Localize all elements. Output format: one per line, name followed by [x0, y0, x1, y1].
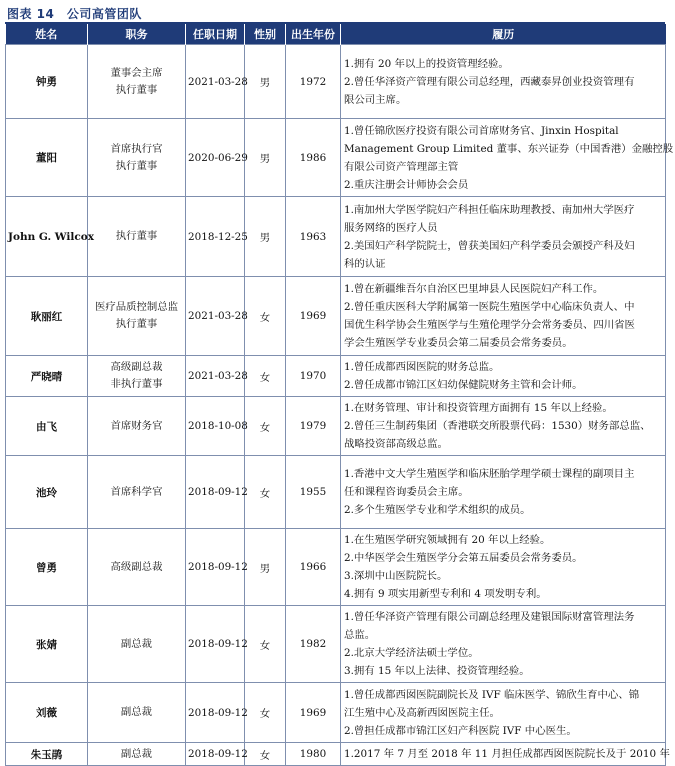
cell-resume: [341, 456, 666, 529]
cell-role: [88, 683, 186, 743]
cell-gender: [245, 397, 286, 456]
cell-role-line: 非执行董事: [110, 378, 163, 390]
cell-role-line: 高级副总裁: [110, 361, 163, 373]
cell-role-line: 首席执行官: [110, 142, 163, 155]
cell-gender-line: 男: [259, 562, 271, 575]
cell-role: [88, 456, 186, 529]
cell-name: [6, 743, 88, 766]
header-date: 任职日期: [186, 24, 245, 45]
cell-birth-year-line: 1969: [299, 706, 327, 719]
cell-resume-line: 4.拥有 9 项实用新型专利和 4 项发明专利。: [344, 588, 547, 600]
cell-resume: [341, 197, 666, 277]
cell-resume-line: 1.在生殖医学研究领域拥有 20 年以上经验。: [344, 534, 551, 546]
cell-role-line: 首席科学官: [110, 485, 163, 498]
cell-birth-year: [286, 119, 341, 197]
cell-name-line: 池玲: [36, 486, 57, 499]
cell-resume: [341, 743, 670, 766]
cell-birth-year-line: 1986: [299, 151, 327, 164]
cell-role-line: 执行董事: [115, 83, 158, 96]
cell-gender-line: 男: [259, 153, 271, 165]
cell-name: [6, 45, 88, 119]
table-row: [6, 356, 666, 397]
cell-name-line: 张婧: [36, 638, 57, 651]
cell-resume-line: 1.曾任成都西囡医院的财务总监。: [344, 361, 500, 373]
cell-gender: [245, 606, 286, 683]
cell-role: [88, 606, 186, 683]
cell-date-line: 2018-09-12: [188, 638, 248, 650]
cell-gender-line: 女: [259, 749, 271, 762]
table-header-row: [6, 24, 666, 45]
cell-date: [186, 356, 248, 397]
cell-birth-year: [286, 356, 341, 397]
management-team-table: [5, 24, 674, 766]
cell-date: [186, 743, 248, 766]
cell-date: [186, 45, 248, 119]
cell-resume-line: 战略投资部高级总监。: [344, 438, 448, 450]
cell-birth-year-line: 1972: [299, 75, 327, 88]
cell-date-line: 2021-03-28: [188, 75, 248, 88]
cell-role-line: 执行董事: [115, 318, 158, 330]
cell-birth-year-line: 1969: [299, 310, 327, 322]
cell-resume: [341, 277, 666, 356]
cell-gender-line: 女: [259, 639, 271, 652]
cell-role-line: 副总裁: [120, 637, 153, 650]
cell-name: [6, 683, 88, 743]
cell-resume-line: 服务网络的医疗人员: [344, 221, 438, 234]
cell-birth-year: [286, 45, 341, 119]
cell-resume: [341, 356, 666, 397]
cell-name: [6, 356, 88, 397]
cell-date: [186, 397, 248, 456]
cell-role: [88, 197, 186, 277]
cell-date-line: 2018-09-12: [188, 748, 248, 760]
table-row: [6, 45, 666, 119]
cell-resume-line: 1.南加州大学医学院妇产科担任临床助理教授、南加州大学医疗: [344, 203, 635, 216]
cell-resume-line: 2.多个生殖医学专业和学术组织的成员。: [344, 504, 531, 516]
cell-role-line: 首席财务官: [110, 419, 163, 432]
cell-gender: [245, 119, 286, 197]
cell-birth-year: [286, 397, 341, 456]
table-row: [6, 683, 666, 743]
figure-title: 图表 14 公司高管团队: [7, 7, 142, 21]
cell-name: [6, 456, 88, 529]
cell-gender: [245, 683, 286, 743]
table-row: [6, 197, 666, 277]
cell-name-line: John G. Wilcox: [8, 230, 95, 243]
cell-gender: [245, 197, 286, 277]
cell-date-line: 2021-03-28: [188, 310, 248, 322]
cell-resume-line: 2.曾任重庆医科大学附属第一医院生殖医学中心临床负责人、中: [344, 301, 635, 313]
cell-name: [6, 277, 88, 356]
cell-date: [186, 456, 248, 529]
cell-birth-year: [286, 456, 341, 529]
cell-gender-line: 女: [259, 311, 271, 324]
cell-date: [186, 119, 248, 197]
cell-resume: [341, 397, 666, 456]
cell-birth-year: [286, 197, 341, 277]
header-role: 职务: [88, 24, 186, 45]
cell-gender-line: 女: [259, 708, 271, 720]
cell-resume-line: 学会生殖医学专业委员会第二届委员会常务委员。: [344, 337, 573, 349]
cell-resume: [341, 683, 666, 743]
cell-resume-line: 限公司主席。: [344, 93, 407, 106]
cell-resume-line: 2.中华医学会生殖医学分会第五届委员会常务委员。: [344, 552, 583, 564]
cell-birth-year-line: 1963: [299, 230, 327, 243]
cell-resume-line: 国优生科学协会生殖医学与生殖伦理学分会常务委员、四川省医: [344, 319, 635, 331]
cell-name: [6, 529, 88, 606]
header-gender: 性别: [245, 24, 286, 45]
cell-date-line: 2020-06-29: [188, 151, 248, 164]
cell-birth-year: [286, 606, 341, 683]
cell-resume: [341, 606, 666, 683]
cell-resume-line: 2.美国妇产科学院院士，曾获美国妇产科学委员会颁授产科及妇: [344, 239, 635, 252]
cell-gender-line: 女: [259, 371, 271, 384]
cell-role: [88, 529, 186, 606]
cell-date: [186, 197, 248, 277]
cell-resume-line: 1.曾在新疆维吾尔自治区巴里坤县人民医院妇产科工作。: [344, 283, 604, 295]
cell-resume-line: 2.重庆注册会计师协会会员: [344, 178, 469, 191]
cell-gender: [245, 529, 286, 606]
cell-gender: [245, 743, 286, 766]
header-resume: 履历: [341, 24, 666, 45]
cell-resume-line: 1.2017 年 7 月至 2018 年 11 月担任成都西囡医院院长及于 2010 年: [344, 748, 670, 760]
cell-name: [6, 197, 95, 277]
cell-resume-line: 2.曾担任成都市锦江区妇产科医院 IVF 中心医生。: [344, 724, 577, 737]
cell-date-line: 2018-10-08: [188, 420, 248, 432]
cell-gender-line: 男: [259, 232, 271, 244]
cell-gender: [245, 456, 286, 529]
cell-name: [6, 606, 88, 683]
cell-resume-line: 有限公司资产管理部主管: [344, 160, 459, 173]
table-row: [6, 529, 666, 606]
cell-date-line: 2018-09-12: [188, 706, 248, 719]
cell-resume-line: 2.曾任三生制药集团（香港联交所股票代码：1530）财务部总监、: [344, 420, 651, 432]
cell-resume-line: 1.曾任成都西囡医院副院长及 IVF 临床医学、锦欣生育中心、锦: [344, 688, 640, 701]
table-row: [6, 277, 666, 356]
cell-role: [88, 45, 186, 119]
cell-date: [186, 529, 248, 606]
cell-role-line: 执行董事: [115, 159, 158, 172]
cell-birth-year-line: 1982: [299, 638, 327, 650]
cell-role-line: 副总裁: [120, 706, 153, 718]
cell-date: [186, 683, 248, 743]
cell-birth-year: [286, 277, 341, 356]
cell-role: [88, 397, 186, 456]
cell-resume: [341, 119, 674, 197]
cell-resume-line: 1.拥有 20 年以上的投资管理经验。: [344, 57, 509, 70]
cell-gender-line: 女: [259, 421, 271, 434]
cell-date-line: 2021-03-28: [188, 370, 248, 382]
cell-resume-line: Management Group Limited 董事、东兴证券（中国香港）金融控股: [344, 142, 674, 155]
cell-resume-line: 1.在财务管理、审计和投资管理方面拥有 15 年以上经验。: [344, 402, 613, 414]
cell-birth-year-line: 1979: [299, 420, 327, 432]
table-row: [6, 456, 666, 529]
table-row: [6, 119, 666, 197]
cell-role-line: 执行董事: [115, 230, 158, 242]
cell-resume: [341, 529, 666, 606]
cell-resume-line: 2.曾任华泽资产管理有限公司总经理，西藏泰昇创业投资管理有: [344, 75, 635, 88]
cell-birth-year: [286, 683, 341, 743]
cell-resume-line: 2.曾任成都市锦江区妇幼保健院财务主管和会计师。: [344, 379, 583, 391]
cell-gender-line: 女: [259, 487, 271, 500]
cell-date-line: 2018-12-25: [188, 230, 248, 243]
table-row: [6, 397, 666, 456]
cell-role: [88, 119, 186, 197]
cell-resume-line: 1.香港中文大学生殖医学和临床胚胎学理学硕士课程的副项目主: [344, 468, 635, 480]
cell-resume-line: 任和课程咨询委员会主席。: [344, 486, 469, 498]
cell-gender-line: 男: [259, 77, 271, 89]
cell-date-line: 2018-09-12: [188, 486, 248, 498]
cell-birth-year-line: 1955: [299, 486, 327, 498]
cell-name-line: 钟勇: [36, 76, 57, 88]
cell-name: [6, 397, 88, 456]
cell-name: [6, 119, 88, 197]
cell-name-line: 严晓晴: [30, 370, 63, 383]
cell-role: [88, 277, 186, 356]
cell-resume-line: 总监。: [344, 629, 376, 641]
cell-role: [88, 743, 186, 766]
cell-birth-year: [286, 529, 341, 606]
cell-resume: [341, 45, 666, 119]
cell-name-line: 刘薇: [36, 707, 57, 719]
cell-resume-line: 科的认证: [344, 257, 386, 270]
cell-birth-year-line: 1966: [299, 561, 327, 573]
figure-title-bar: [5, 4, 665, 24]
cell-gender: [245, 277, 286, 356]
cell-role: [88, 356, 186, 397]
table-row: [6, 743, 666, 766]
cell-name-line: 朱玉鹃: [30, 748, 63, 761]
cell-gender: [245, 45, 286, 119]
cell-resume-line: 1.曾任锦欣医疗投资有限公司首席财务官、Jinxin Hospital: [344, 124, 619, 137]
cell-role-line: 副总裁: [120, 747, 153, 760]
header-name: 姓名: [6, 24, 88, 45]
cell-role-line: 医疗品质控制总监: [94, 301, 179, 313]
cell-date: [186, 606, 248, 683]
cell-role-line: 董事会主席: [110, 66, 163, 79]
cell-birth-year: [286, 743, 341, 766]
cell-resume-line: 江生殖中心及高新西囡医院主任。: [344, 706, 500, 719]
cell-name-line: 曾勇: [36, 561, 57, 574]
cell-resume-line: 3.深圳中山医院院长。: [344, 570, 448, 582]
cell-birth-year-line: 1980: [299, 748, 327, 760]
table-row: [6, 606, 666, 683]
cell-date-line: 2018-09-12: [188, 561, 248, 573]
cell-name-line: 由飞: [36, 420, 57, 433]
cell-gender: [245, 356, 286, 397]
cell-resume-line: 1.曾任华泽资产管理有限公司副总经理及建银国际财富管理法务: [344, 611, 635, 623]
cell-role-line: 高级副总裁: [110, 560, 163, 573]
cell-resume-line: 2.北京大学经济法硕士学位。: [344, 647, 479, 659]
cell-birth-year-line: 1970: [299, 370, 327, 382]
cell-resume-line: 3.拥有 15 年以上法律、投资管理经验。: [344, 665, 530, 677]
header-birth-year: 出生年份: [286, 24, 341, 45]
cell-name-line: 耿丽红: [30, 310, 63, 323]
cell-name-line: 董阳: [36, 152, 57, 164]
cell-date: [186, 277, 248, 356]
